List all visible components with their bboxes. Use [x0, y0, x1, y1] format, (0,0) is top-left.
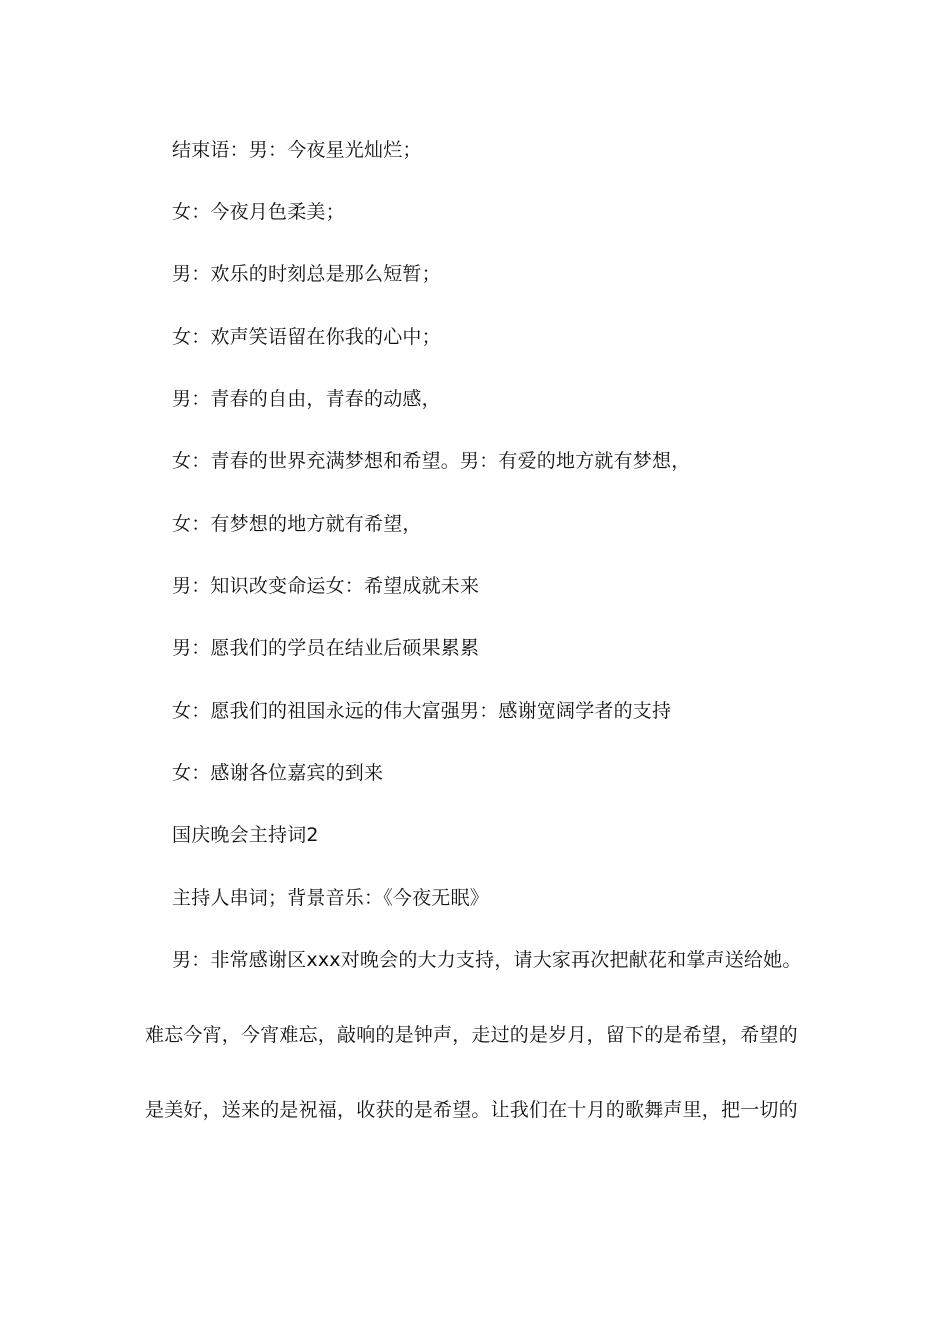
dialogue-line: 男：青春的自由，青春的动感， [172, 388, 441, 410]
section-title: 国庆晚会主持词2 [172, 824, 319, 846]
dialogue-line: 女：欢声笑语留在你我的心中； [172, 326, 441, 348]
closing-remarks-line: 结束语：男：今夜星光灿烂； [172, 139, 422, 161]
dialogue-line: 女：青春的世界充满梦想和希望。男：有爱的地方就有梦想， [172, 450, 691, 472]
dialogue-line: 女：有梦想的地方就有希望， [172, 513, 422, 535]
paragraph-line: 男：非常感谢区xxx对晚会的大力支持，请大家再次把献花和掌声送给她。 [172, 949, 802, 971]
dialogue-line: 女：感谢各位嘉宾的到来 [172, 762, 384, 784]
dialogue-line: 女：今夜月色柔美； [172, 201, 345, 223]
dialogue-line: 男：欢乐的时刻总是那么短暂； [172, 263, 441, 285]
dialogue-line: 女：愿我们的祖国永远的伟大富强男：感谢宽阔学者的支持 [172, 700, 672, 722]
paragraph-line: 难忘今宵，今宵难忘，敲响的是钟声，走过的是岁月，留下的是希望，希望的 [145, 1024, 798, 1046]
dialogue-line: 男：知识改变命运女：希望成就未来 [172, 575, 480, 597]
dialogue-line: 男：愿我们的学员在结业后硕果累累 [172, 637, 480, 659]
paragraph-line: 是美好，送来的是祝福，收获的是希望。让我们在十月的歌舞声里，把一切的 [145, 1099, 798, 1121]
host-cue-line: 主持人串词；背景音乐：《今夜无眠》 [172, 887, 489, 909]
